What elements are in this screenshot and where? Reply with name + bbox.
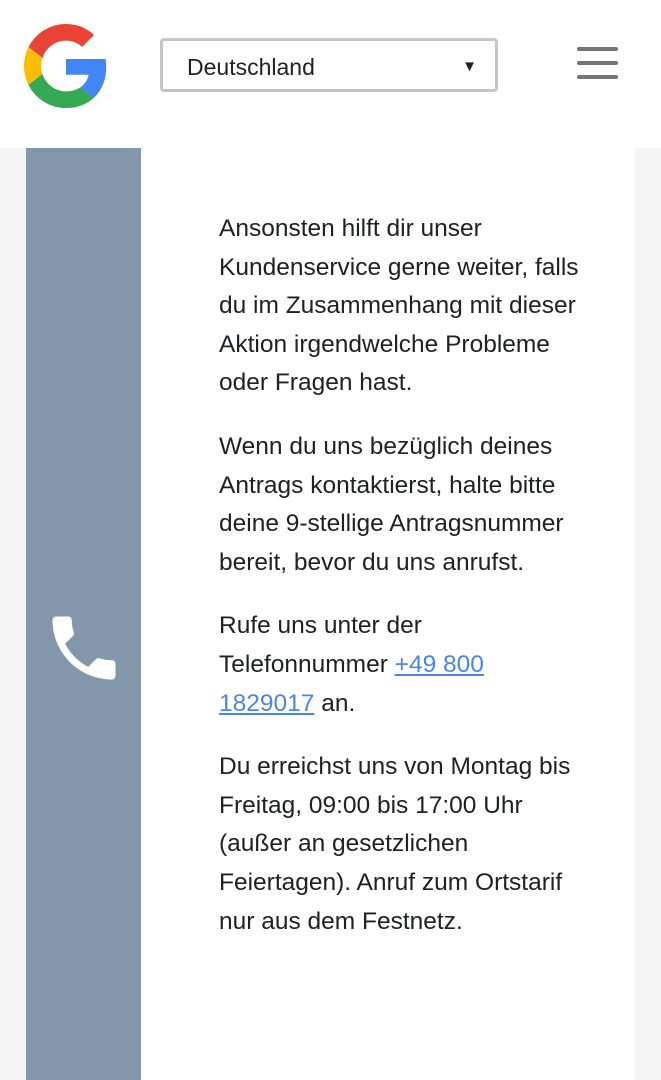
phone-icon <box>42 606 126 690</box>
phone-text-before: Rufe uns unter der Telefonnummer <box>219 612 422 678</box>
country-select-value: Deutschland <box>187 54 315 80</box>
hamburger-menu-icon[interactable] <box>576 44 620 84</box>
phone-text-after: an. <box>314 689 356 717</box>
paragraph-hours: Du erreichst uns von Montag bis Freitag, 09:00 bis 17:00 Uhr (außer an gesetzlichen Feiertagen). Anruf zum Ortstarif nur aus dem Festnetz. <box>219 753 571 935</box>
menu-bar-top <box>577 47 618 51</box>
menu-bar-middle <box>577 61 618 65</box>
contact-side-strip <box>26 148 141 1080</box>
paragraph-application-number: Wenn du uns bezüglich deines Antrags kontaktierst, halte bitte deine 9-stellige Antragsnummer bereit, bevor du uns anrufst. <box>219 432 564 576</box>
google-logo-icon[interactable] <box>24 24 108 108</box>
header <box>0 0 661 148</box>
paragraph-support-intro: Ansonsten hilft dir unser Kundenservice gerne weiter, falls du im Zusammenhang mit dieser Aktion irgendwelche Probleme oder Fragen hast. <box>219 215 579 397</box>
paragraph-phone <box>219 607 579 723</box>
phone-number-link[interactable]: +49 800 1829017 <box>219 650 484 717</box>
country-select[interactable] <box>160 38 498 92</box>
contact-card <box>26 148 635 1080</box>
chevron-down-icon: ▼ <box>462 58 477 75</box>
contact-text <box>219 210 579 966</box>
menu-bar-bottom <box>577 75 618 79</box>
